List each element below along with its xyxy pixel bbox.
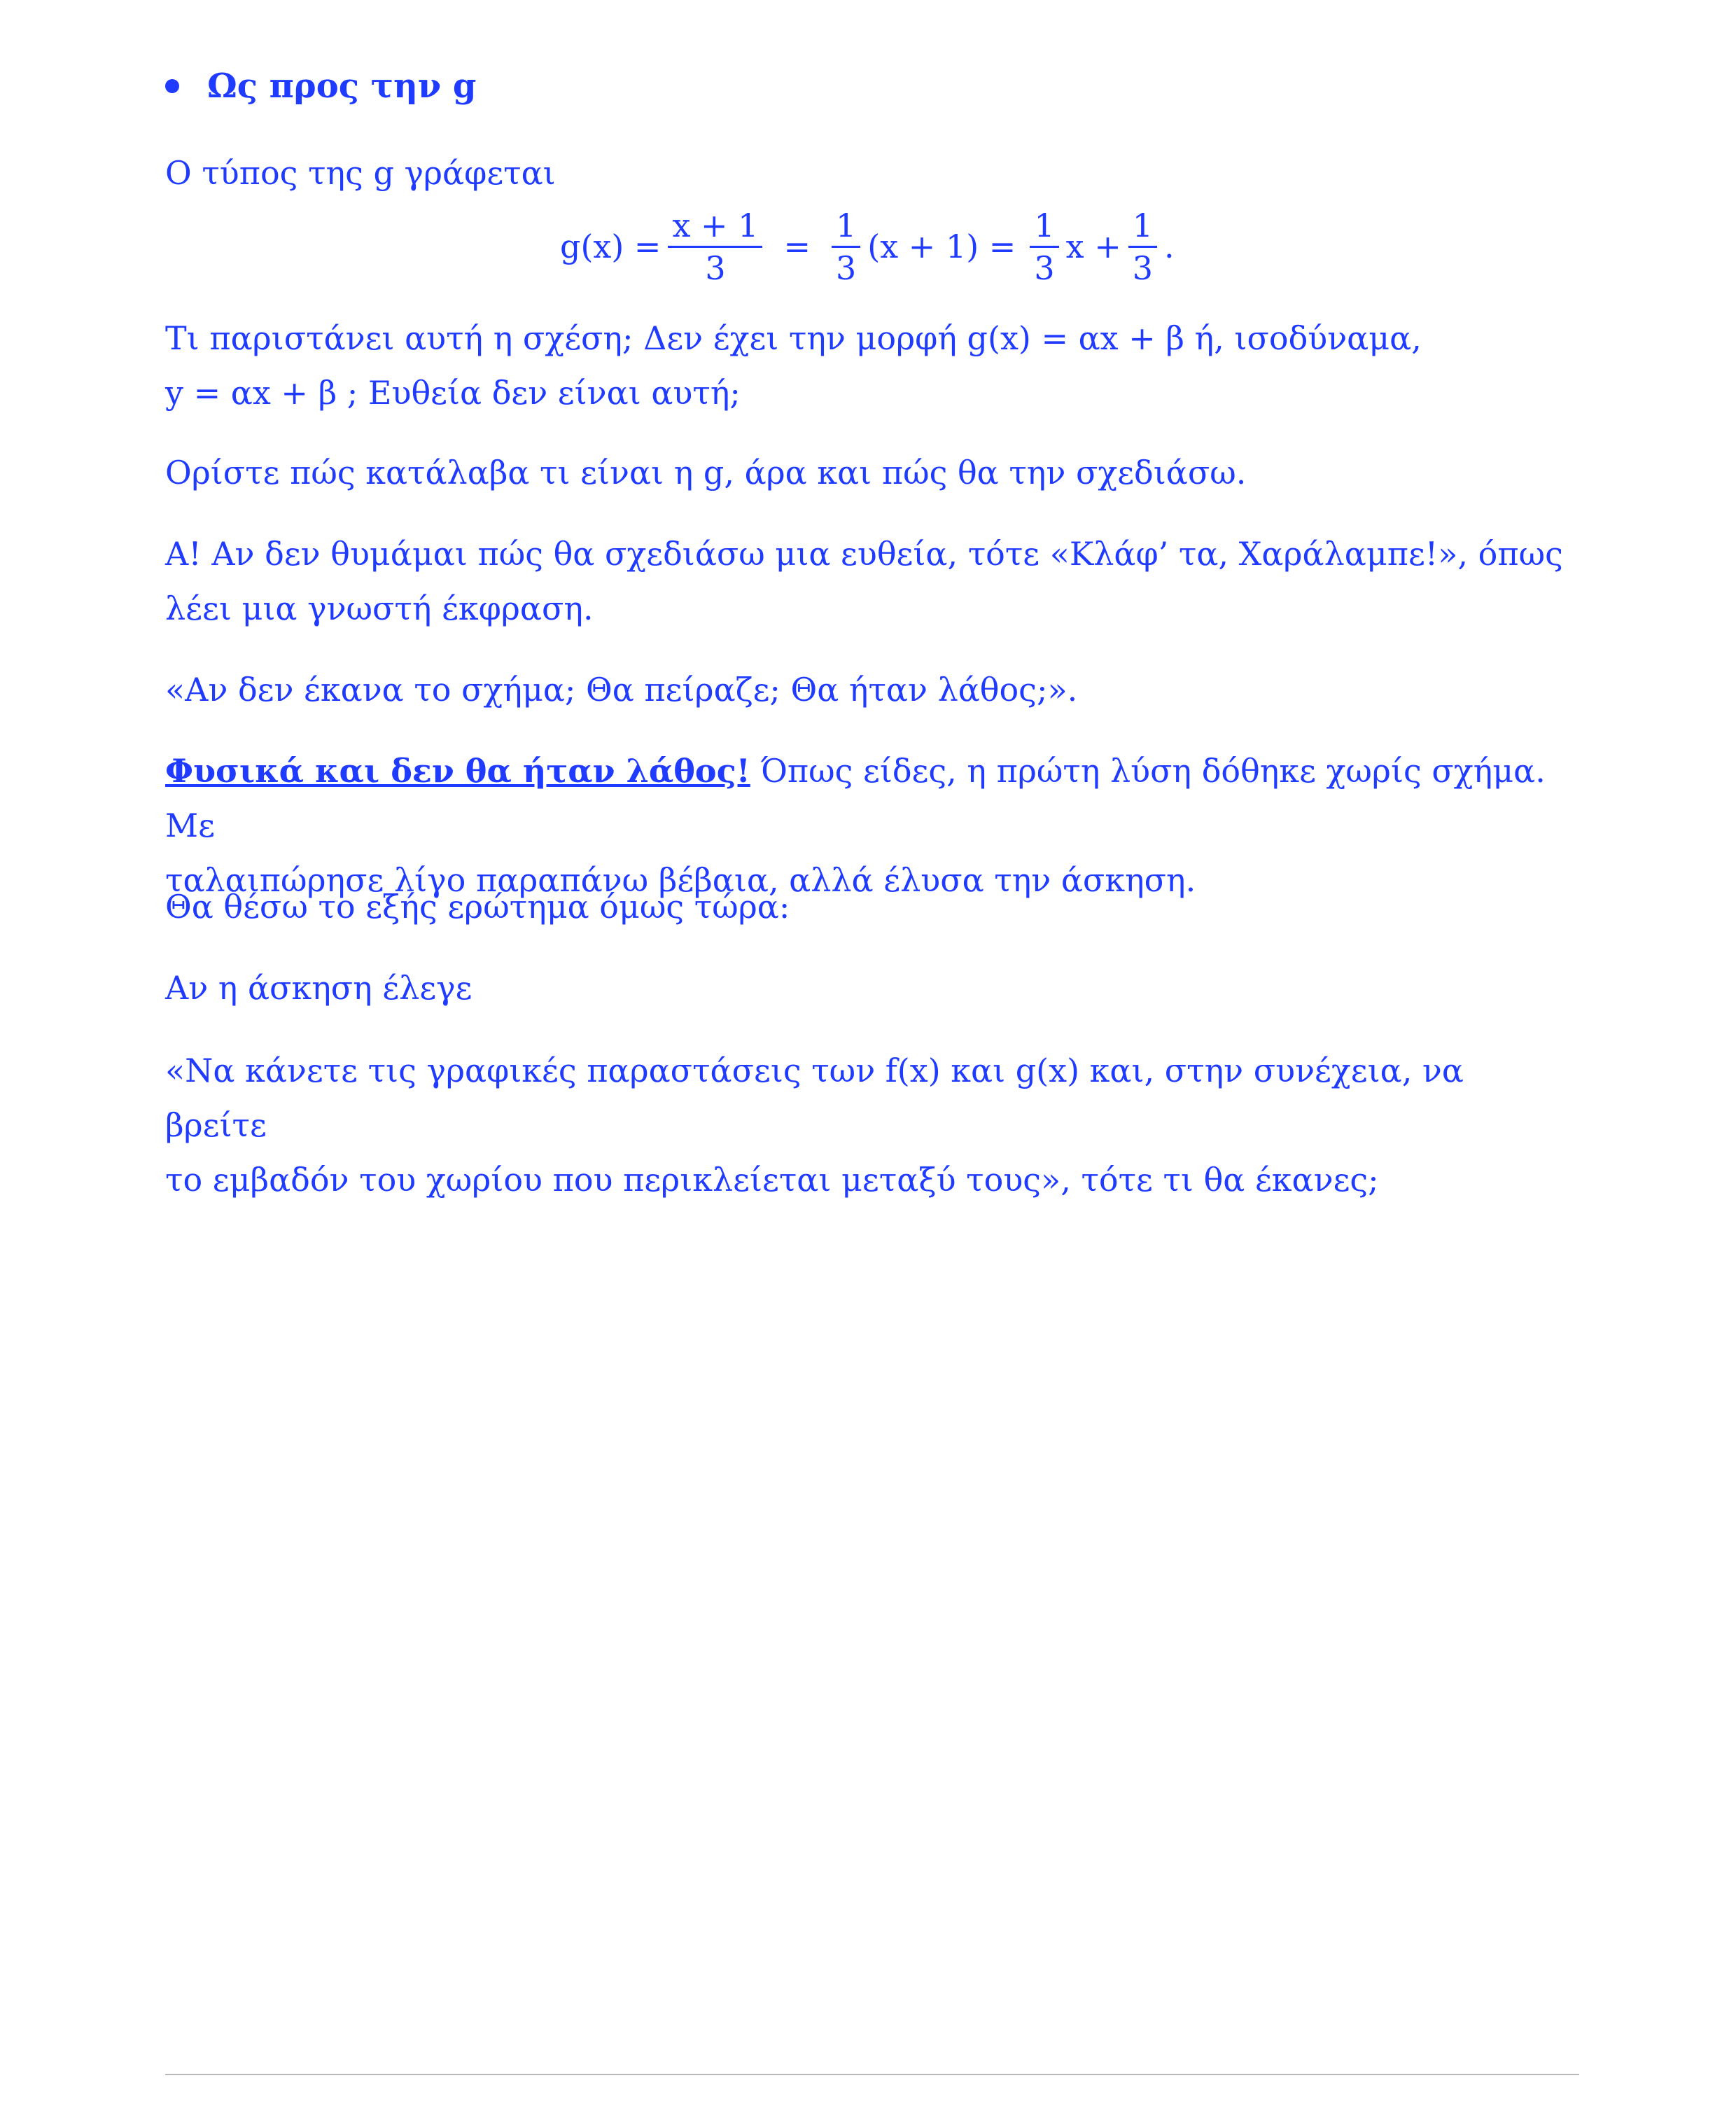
- paragraph-understanding: Ορίστε πώς κατάλαβα τι είναι η g, άρα και πώς θα την σχεδιάσω.: [165, 454, 1247, 491]
- fraction-4: [1128, 205, 1157, 288]
- text-line: «Να κάνετε τις γραφικές παραστάσεις των f(x) και g(x) και, στην συνέχεια, να βρείτε: [165, 1052, 1464, 1144]
- fraction-numerator: 1: [1132, 206, 1154, 244]
- paragraph-quote: «Αν δεν έκανα το σχήμα; Θα πείραζε; Θα ήταν λάθος;».: [165, 671, 1078, 709]
- fraction-1: [668, 205, 762, 288]
- paragraph-exercise: Αν η άσκηση έλεγε: [165, 969, 472, 1007]
- eq-middle: (x + 1) =: [867, 228, 1016, 265]
- eq-middle-2: x +: [1065, 228, 1121, 265]
- paragraph-exercise-quote: [165, 1043, 1572, 1207]
- text-line: λέει μια γνωστή έκφραση.: [165, 590, 594, 627]
- fraction-numerator: x + 1: [672, 206, 759, 244]
- fraction-numerator: 1: [836, 206, 857, 244]
- text-line: ταλαιπώρησε λίγο παραπάνω βέβαια, αλλά έλυσα την άσκηση.: [165, 861, 1196, 899]
- fraction-2: [832, 205, 860, 288]
- text-span: Όπως είδες, η πρώτη λύση δόθηκε χωρίς σχήμα. Με: [165, 752, 1546, 844]
- text-line: y = αx + β ; Ευθεία δεν είναι αυτή;: [165, 374, 741, 412]
- text-line: το εμβαδόν του χωρίου που περικλείεται μεταξύ τους», τότε τι θα έκανες;: [165, 1161, 1379, 1199]
- footer-divider: [165, 2074, 1579, 2075]
- fraction-3: [1030, 205, 1058, 288]
- fraction-denominator: 3: [705, 249, 726, 287]
- bullet-icon: [165, 79, 179, 93]
- equation-g: [560, 197, 1175, 295]
- fraction-denominator: 3: [1132, 249, 1154, 287]
- emphasis-text: Φυσικά και δεν θα ήταν λάθος!: [165, 752, 750, 790]
- fraction-numerator: 1: [1034, 206, 1055, 244]
- paragraph-question: [165, 311, 1572, 420]
- paragraph-intro: Ο τύπος της g γράφεται: [165, 154, 556, 192]
- fraction-denominator: 3: [836, 249, 857, 287]
- eq-lhs: g(x) =: [560, 228, 662, 265]
- heading-text: Ως προς την g: [207, 67, 477, 106]
- fraction-denominator: 3: [1034, 249, 1055, 287]
- section-heading: [165, 59, 476, 113]
- eq-equals: =: [783, 228, 811, 265]
- paragraph-question-intro: Θα θέσω το εξής ερώτημα όμως τώρα:: [165, 888, 790, 926]
- text-line: Α! Αν δεν θυμάμαι πώς θα σχεδιάσω μια ευθεία, τότε «Κλάφ’ τα, Χαράλαμπε!», όπως: [165, 535, 1563, 573]
- text-line: Τι παριστάνει αυτή η σχέση; Δεν έχει την μορφή g(x) = αx + β ή, ισοδύναμα,: [165, 319, 1422, 357]
- paragraph-exclamation: [165, 526, 1572, 636]
- eq-end: .: [1164, 228, 1175, 265]
